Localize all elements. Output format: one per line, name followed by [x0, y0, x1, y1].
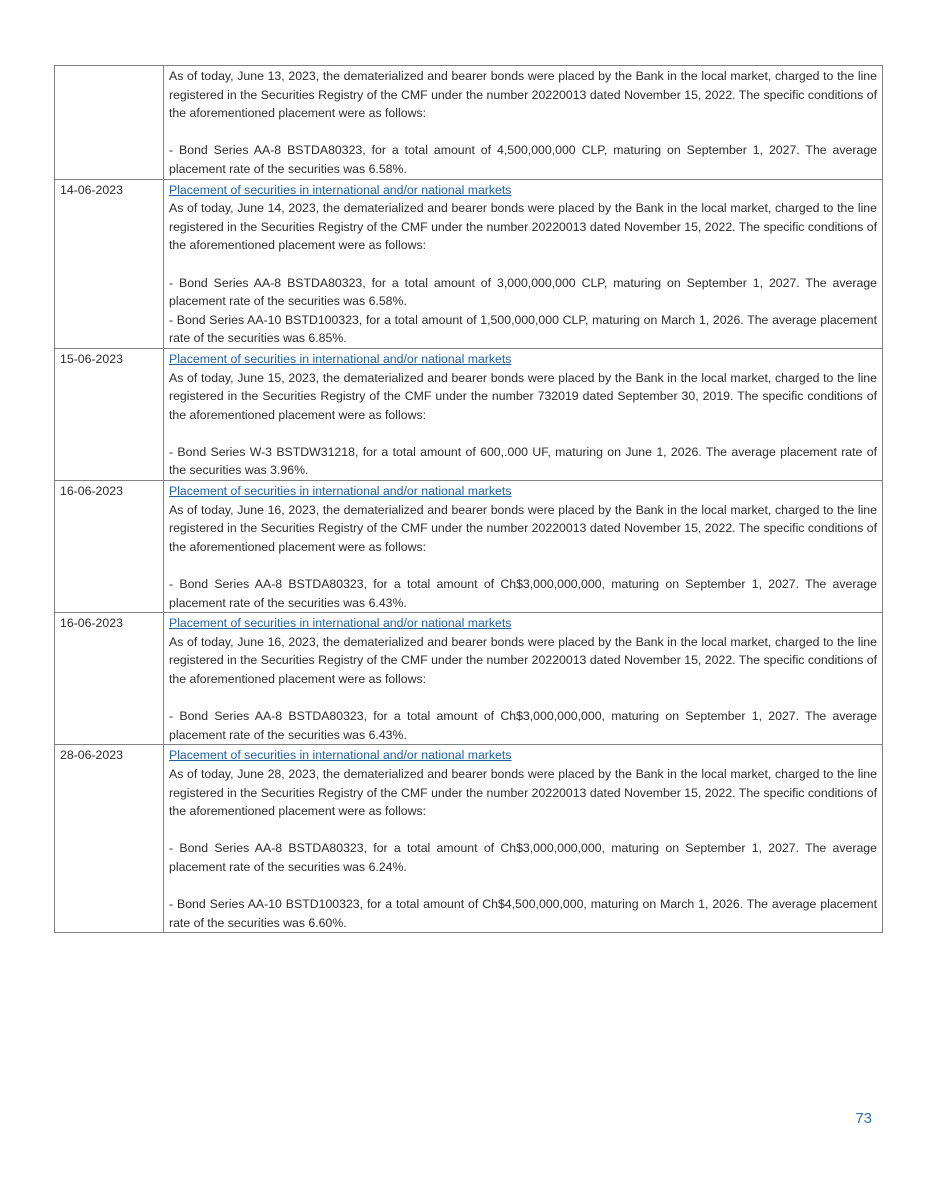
table-row — [55, 613, 883, 745]
placement-link[interactable]: Placement of securities in international and/or national markets — [169, 182, 512, 197]
entry-cell — [164, 66, 883, 180]
bond-detail: - Bond Series AA-8 BSTDA80323, for a total amount of Ch$3,000,000,000, maturing on September 1, 2027. The average placement rate of the securities was 6.24%. — [169, 841, 877, 874]
bond-detail: - Bond Series AA-8 BSTDA80323, for a total amount of 4,500,000,000 CLP, maturing on September 1, 2027. The average placement rate of the securities was 6.58%. — [169, 143, 877, 176]
table-row — [55, 348, 883, 480]
paragraph-gap — [169, 821, 877, 840]
date-cell: 14-06-2023 — [55, 179, 164, 348]
date-cell: 28-06-2023 — [55, 745, 164, 933]
entry-intro: As of today, June 14, 2023, the dematerialized and bearer bonds were placed by the Bank in the local market, charged to the line registered in the Securities Registry of the CMF under the number 20220013 dated November 15, 2022. The specific conditions of the aforementioned placement were as follows: — [169, 201, 877, 253]
paragraph-gap — [169, 123, 877, 142]
entry-intro: As of today, June 15, 2023, the dematerialized and bearer bonds were placed by the Bank in the local market, charged to the line registered in the Securities Registry of the CMF under the number 732019 dated September 30, 2019. The specific conditions of the aforementioned placement were as follows: — [169, 370, 877, 422]
paragraph-gap — [169, 424, 877, 443]
table-row — [55, 66, 883, 180]
paragraph-gap — [169, 689, 877, 708]
placement-link[interactable]: Placement of securities in international and/or national markets — [169, 748, 512, 763]
date-cell: 15-06-2023 — [55, 348, 164, 480]
bond-detail: - Bond Series AA-8 BSTDA80323, for a total amount of 3,000,000,000 CLP, maturing on September 1, 2027. The average placement rate of the securities was 6.58%. — [169, 275, 877, 309]
bond-detail: - Bond Series AA-8 BSTDA80323, for a total amount of Ch$3,000,000,000, maturing on September 1, 2027. The average placement rate of the securities was 6.43%. — [169, 577, 877, 610]
entry-intro: As of today, June 28, 2023, the dematerialized and bearer bonds were placed by the Bank in the local market, charged to the line registered in the Securities Registry of the CMF under the number 20220013 dated November 15, 2022. The specific conditions of the aforementioned placement were as follows: — [169, 766, 877, 819]
bond-detail: - Bond Series W-3 BSTDW31218, for a total amount of 600,.000 UF, maturing on June 1, 2026. The average placement rate of the securities was 3.96%. — [169, 444, 877, 478]
placements-table — [54, 65, 883, 933]
table-row — [55, 481, 883, 613]
entry-cell — [164, 348, 883, 480]
entry-intro: As of today, June 13, 2023, the dematerialized and bearer bonds were placed by the Bank in the local market, charged to the line registered in the Securities Registry of the CMF under the number 20220013 dated November 15, 2022. The specific conditions of the aforementioned placement were as follows: — [169, 69, 877, 121]
entry-cell — [164, 613, 883, 745]
date-cell — [55, 66, 164, 180]
entry-cell — [164, 179, 883, 348]
placement-link[interactable]: Placement of securities in international and/or national markets — [169, 616, 512, 631]
table-row — [55, 179, 883, 348]
bond-detail: - Bond Series AA-10 BSTD100323, for a total amount of Ch$4,500,000,000, maturing on March 1, 2026. The average placement rate of the securities was 6.60%. — [169, 897, 877, 930]
placement-link[interactable]: Placement of securities in international and/or national markets — [169, 351, 512, 366]
date-cell: 16-06-2023 — [55, 613, 164, 745]
table-row — [55, 745, 883, 933]
entry-intro: As of today, June 16, 2023, the dematerialized and bearer bonds were placed by the Bank in the local market, charged to the line registered in the Securities Registry of the CMF under the number 20220013 dated November 15, 2022. The specific conditions of the aforementioned placement were as follows: — [169, 502, 877, 554]
paragraph-gap — [169, 255, 877, 274]
bond-detail: - Bond Series AA-10 BSTD100323, for a total amount of 1,500,000,000 CLP, maturing on March 1, 2026. The average placement rate of the securities was 6.85%. — [169, 312, 877, 346]
entry-cell — [164, 745, 883, 933]
bond-detail: - Bond Series AA-8 BSTDA80323, for a total amount of Ch$3,000,000,000, maturing on September 1, 2027. The average placement rate of the securities was 6.43%. — [169, 709, 877, 742]
entry-intro: As of today, June 16, 2023, the dematerialized and bearer bonds were placed by the Bank in the local market, charged to the line registered in the Securities Registry of the CMF under the number 20220013 dated November 15, 2022. The specific conditions of the aforementioned placement were as follows: — [169, 634, 877, 686]
paragraph-gap — [169, 556, 877, 575]
date-cell: 16-06-2023 — [55, 481, 164, 613]
placement-link[interactable]: Placement of securities in international and/or national markets — [169, 484, 512, 499]
page-number: 73 — [855, 1110, 872, 1127]
entry-cell — [164, 481, 883, 613]
paragraph-gap — [169, 877, 877, 896]
